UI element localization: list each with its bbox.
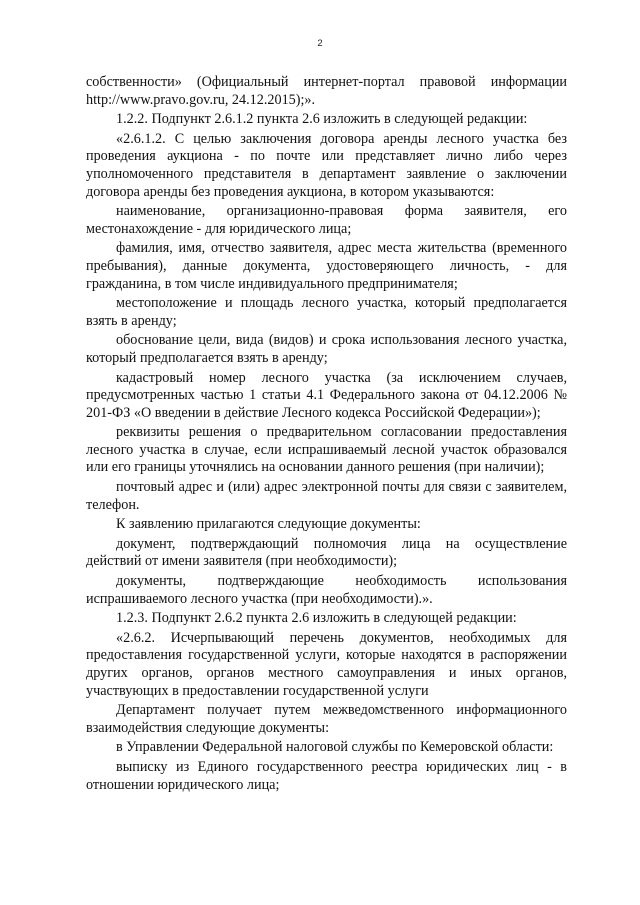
paragraph: «2.6.1.2. С целью заключения договора аренды лесного участка без проведения аукциона - по почте или представляет лично либо через уполномоченного представителя в департамент заявление о заключении договора аренды без проведения аукциона, в котором указываются: (86, 130, 567, 200)
paragraph: обоснование цели, вида (видов) и срока использования лесного участка, который предполагается взять в аренду; (86, 332, 567, 366)
paragraph: 1.2.3. Подпункт 2.6.2 пункта 2.6 изложить в следующей редакции: (116, 610, 517, 627)
paragraph: реквизиты решения о предварительном согласовании предоставления лесного участка в случае, если испрашиваемый лесной участок образовался или его границы уточнялись на основании данного решения (при наличии); (86, 424, 567, 476)
paragraph: почтовый адрес и (или) адрес электронной почты для связи с заявителем, телефон. (86, 479, 567, 513)
paragraph: местоположение и площадь лесного участка, который предполагается взять в аренду; (86, 295, 567, 329)
paragraph: 1.2.2. Подпункт 2.6.1.2 пункта 2.6 изложить в следующей редакции: (116, 111, 528, 128)
paragraph: документы, подтверждающие необходимость использования испрашиваемого лесного участка (при необходимости).». (86, 573, 567, 607)
paragraph: наименование, организационно-правовая форма заявителя, его местонахождение - для юридического лица; (86, 203, 567, 237)
paragraph: собственности» (Официальный интернет-портал правовой информации http://www.pravo.gov.ru, 24.12.2015);». (86, 74, 567, 108)
paragraph: Департамент получает путем межведомственного информационного взаимодействия следующие документы: (86, 702, 567, 736)
paragraph: выписку из Единого государственного реестра юридических лиц - в отношении юридического лица; (86, 758, 567, 793)
page-number: 2 (317, 38, 323, 49)
document-body (86, 74, 567, 796)
paragraph: документ, подтверждающий полномочия лица на осуществление действий от имени заявителя (при необходимости); (86, 535, 567, 570)
paragraph: кадастровый номер лесного участка (за исключением случаев, предусмотренных частью 1 статьи 4.1 Федерального закона от 04.12.2006 № 201-ФЗ «О введении в действие Лесного кодекса Российской Федерации»); (86, 369, 567, 421)
paragraph: «2.6.2. Исчерпывающий перечень документов, необходимых для предоставления государственной услуги, которые находятся в распоряжении других органов, органов местного самоуправления и иных органов, участвующих в предоставлении государственной услуги (86, 629, 567, 699)
paragraph: в Управлении Федеральной налоговой службы по Кемеровской области: (116, 739, 554, 756)
paragraph: фамилия, имя, отчество заявителя, адрес места жительства (временного пребывания), данные документа, удостоверяющего личность, - для гражданина, в том числе индивидуального предпринимателя; (86, 240, 567, 292)
paragraph: К заявлению прилагаются следующие документы: (116, 516, 421, 533)
